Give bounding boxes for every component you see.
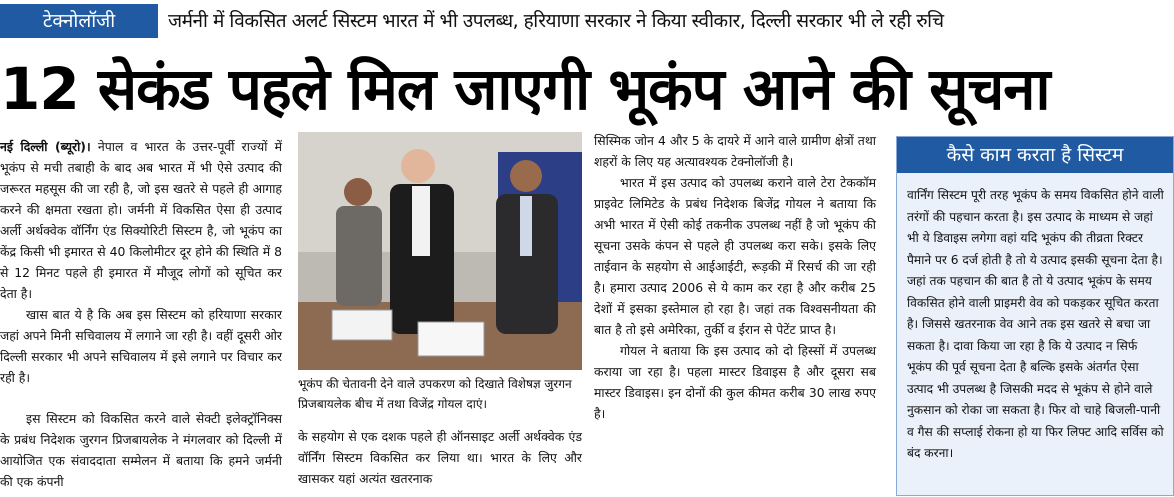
photo-illustration (298, 132, 582, 370)
sidebar-box (896, 136, 1174, 496)
sidebar-body (907, 185, 1165, 465)
photo-caption: भूकंप की चेतावनी देने वाले उपकरण को दिखाते विशेषज्ञ जुरगन प्रिजबायलेक बीच में तथा विजेंद्र गोयल दाएं। (298, 377, 572, 411)
paragraph-3: इस सिस्टम को विकसित करने वाले सेक्टी इलेक्ट्रॉनिक्स के प्रबंध निदेशक जुरगन प्रिजबायलेक ने मंगलवार को दिल्ली में आयोजित एक संवाददाता सम्मेलन में बताया कि हमने जर्मनी की एक कंपनी (0, 411, 282, 489)
news-photo (298, 132, 582, 370)
article-column-2 (298, 426, 582, 489)
paragraph-2: खास बात ये है कि अब इस सिस्टम को हरियाणा सरकार जहां अपने मिनी सचिवालय में लगाने जा रही है। वहीं दूसरी ओर दिल्ली सरकार भी अपने सचिवालय में इसे लगाने पर विचार कर रही है। (0, 307, 282, 385)
kicker-line: जर्मनी में विकसित अलर्ट सिस्टम भारत में भी उपलब्ध, हरियाणा सरकार ने किया स्वीकार, दिल्ली सरकार भी ले रही रुचि (168, 10, 944, 32)
article-column-3 (594, 130, 876, 424)
sidebar-title: कैसे काम करता है सिस्टम (897, 137, 1173, 173)
headline: 12 सेकंड पहले मिल जाएगी भूकंप आने की सूचना (0, 55, 1050, 123)
article-column-1-bottom (0, 408, 282, 492)
sidebar-text: वार्निंग सिस्टम पूरी तरह भूकंप के समय विकसित होने वाली तरंगों की पहचान करता है। इस उत्पाद के माध्यम से जहां भी ये डिवाइस लगेगा वहां यदि भूकंप की तीव्रता रिक्टर पैमाने पर 6 दर्ज होती है तो ये उत्पाद इसकी सूचना देता है। जहां तक पहचान की बात है तो ये उत्पाद भूकंप के समय विकसित होने वाली प्राइमरी वेव को पकड़कर सूचित करता है। जिससे खतरनाक वेव आने तक इस खतरे से बचा जा सकता है। दावा किया जा रहा है कि ये उत्पाद न सिर्फ भूकंप की पूर्व सूचना देता है बल्कि इसके अंतर्गत ऐसा उत्पाद भी उपलब्ध है जिसकी मदद से भूकंप से होने वाले नुकसान को रोका जा सकता है। फिर वो चाहे बिजली-पानी व गैस की सप्लाई रोकना हो या फिर लिफ्ट आदि सर्विस को बंद करना। (907, 188, 1164, 460)
paragraph-5: सिस्मिक जोन 4 और 5 के दायरे में आने वाले ग्रामीण क्षेत्रों तथा शहरों के लिए यह अत्यावश्यक टेक्नोलॉजी है। (594, 133, 876, 169)
section-tag: टेक्नोलॉजी (0, 4, 158, 38)
section-bar (0, 4, 1174, 38)
paragraph-7: गोयल ने बताया कि इस उत्पाद को दो हिस्सों में उपलब्ध कराया जा रहा है। पहला मास्टर डिवाइस है और दूसरा सब मास्टर डिवाइस। इन दोनों की कुल कीमत करीब 30 लाख रुपए है। (594, 343, 876, 421)
paragraph-intro (0, 136, 282, 304)
intro-text: नेपाल व भारत के उत्तर-पूर्वी राज्यों में भूकंप से मची तबाही के बाद अब भारत में भी ऐसे उत्पाद की जरूरत महसूस की जा रही है, जो इस खतरे से पहले ही आगाह करने की क्षमता रखता हो। जर्मनी में विकसित ऐसा ही उत्पाद अर्ली अर्थक्वेक वॉर्निंग एंड सिक्योरिटी सिस्टम है, जो भूकंप का केंद्र किसी भी इमारत से 40 किलोमीटर दूर होने की स्थिति में 8 से 12 मिनट पहले ही इमारत में मौजूद लोगों को सूचित कर देता है। (0, 139, 282, 301)
byline: नई दिल्ली (ब्यूरो)। (0, 139, 91, 154)
paragraph-4: के सहयोग से एक दशक पहले ही ऑनसाइट अर्ली अर्थक्वेक एंड वॉर्निंग सिस्टम विकसित कर लिया था। भारत के लिए और खासकर यहां अत्यंत खतरनाक (298, 429, 582, 486)
article-column-1 (0, 136, 282, 388)
paragraph-6: भारत में इस उत्पाद को उपलब्ध कराने वाले टेरा टेककॉम प्राइवेट लिमिटेड के प्रबंध निदेशक बिजेंद्र गोयल ने बताया कि अभी भारत में ऐसी कोई तकनीक उपलब्ध नहीं है जो भूकंप की सूचना उसके कंपन से पहले ही उपलब्ध करा सके। इसके लिए ताईवान के सहयोग से आईआईटी, रूड़की में रिसर्च की जा रही है। हमारा उत्पाद 2006 से ये काम कर रहा है और करीब 25 देशों में इसका इस्तेमाल हो रहा है। जहां तक विश्वसनीयता की बात है तो इसे अमेरिका, तुर्की व ईरान से पेटेंट प्राप्त है। (594, 175, 876, 337)
